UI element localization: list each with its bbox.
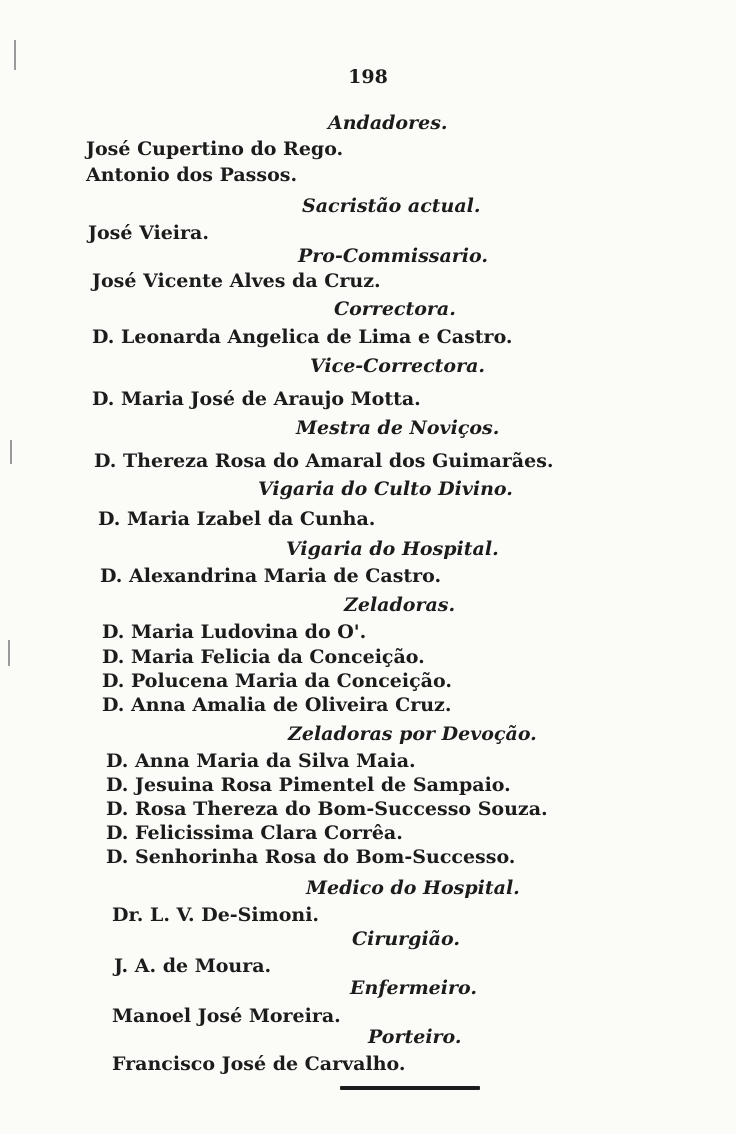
section-heading: Mestra de Noviços.	[296, 417, 500, 439]
list-item: D. Maria Izabel da Cunha.	[98, 508, 376, 530]
list-item: D. Jesuina Rosa Pimentel de Sampaio.	[106, 774, 511, 796]
section-heading: Vice-Correctora.	[310, 355, 486, 377]
list-item: Antonio dos Passos.	[86, 164, 298, 186]
section-heading: Vigaria do Hospital.	[286, 538, 499, 560]
list-item: Francisco José de Carvalho.	[112, 1053, 406, 1075]
section-heading: Cirurgião.	[352, 928, 460, 950]
list-item: J. A. de Moura.	[114, 955, 272, 977]
list-item: José Vicente Alves da Cruz.	[92, 270, 381, 292]
list-item: D. Anna Maria da Silva Maia.	[106, 750, 416, 772]
list-item: José Vieira.	[88, 222, 209, 244]
margin-mark	[8, 640, 10, 666]
section-heading: Zeladoras por Devoção.	[288, 723, 537, 745]
list-item: D. Maria Ludovina do O'.	[102, 621, 367, 643]
end-rule	[340, 1086, 480, 1090]
section-heading: Pro-Commissario.	[298, 245, 488, 267]
section-heading: Correctora.	[334, 298, 456, 320]
list-item: D. Polucena Maria da Conceição.	[102, 670, 452, 692]
list-item: D. Senhorinha Rosa do Bom-Successo.	[106, 846, 516, 868]
section-heading: Vigaria do Culto Divino.	[258, 478, 513, 500]
list-item: D. Thereza Rosa do Amaral dos Guimarães.	[94, 450, 554, 472]
list-item: D. Leonarda Angelica de Lima e Castro.	[92, 326, 513, 348]
section-heading: Enfermeiro.	[350, 977, 477, 999]
margin-mark	[10, 440, 12, 464]
list-item: Dr. L. V. De-Simoni.	[112, 904, 320, 926]
page-number: 198	[348, 66, 388, 88]
list-item: D. Rosa Thereza do Bom-Successo Souza.	[106, 798, 548, 820]
section-heading: Medico do Hospital.	[306, 877, 520, 899]
section-heading: Sacristão actual.	[302, 195, 481, 217]
list-item: D. Maria Felicia da Conceição.	[102, 646, 425, 668]
list-item: D. Maria José de Araujo Motta.	[92, 388, 421, 410]
list-item: José Cupertino do Rego.	[86, 138, 344, 160]
list-item: Manoel José Moreira.	[112, 1005, 341, 1027]
list-item: D. Alexandrina Maria de Castro.	[100, 565, 442, 587]
section-heading: Zeladoras.	[344, 594, 456, 616]
section-heading: Porteiro.	[368, 1026, 462, 1048]
list-item: D. Anna Amalia de Oliveira Cruz.	[102, 694, 452, 716]
list-item: D. Felicissima Clara Corrêa.	[106, 822, 403, 844]
section-heading: Andadores.	[328, 112, 448, 134]
